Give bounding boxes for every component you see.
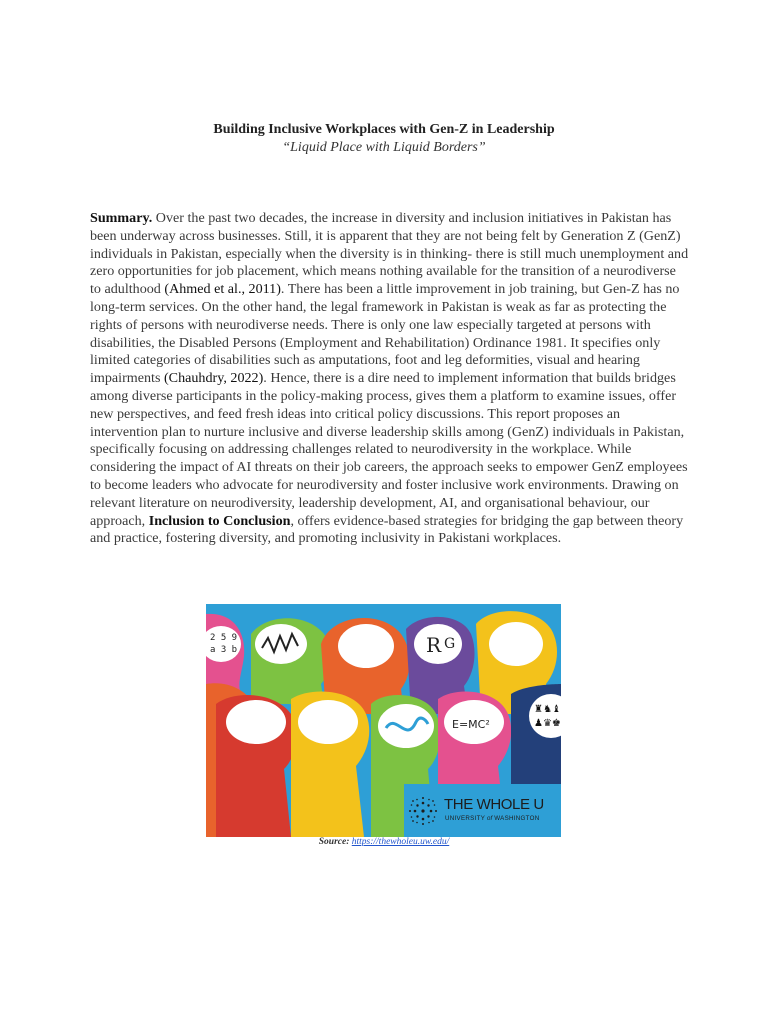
source-link[interactable]: https://thewholeu.uw.edu/	[351, 837, 450, 847]
citation-chauhdry: (Chauhdry, 2022)	[163, 370, 264, 387]
figure-caption	[0, 837, 768, 847]
brand-sub-washington: WASHINGTON	[492, 815, 540, 822]
brand-name: THE WHOLE U	[444, 796, 544, 813]
document-title: Building Inclusive Workplaces with Gen-Z in Leadership	[213, 122, 555, 137]
brand-subtitle	[445, 815, 540, 822]
brand-mark-icon	[408, 796, 438, 826]
brain-text-letter-g: G	[444, 636, 456, 652]
brand-sub-of: of	[487, 815, 493, 822]
brain-chart	[255, 624, 307, 664]
citation-ahmed: (Ahmed et al., 2011)	[164, 281, 281, 298]
brain-text-formula: E=MC²	[452, 718, 490, 731]
approach-name: Inclusion to Conclusion	[148, 512, 291, 529]
brain-text-letter-r: R	[426, 633, 442, 657]
brain-grid	[489, 622, 543, 666]
brain-text-chess-b: ♟♛♚	[534, 718, 561, 729]
summary-text-3: . Hence, there is a dire need to implement information that builds bridges among diverse participants in the policy-making process, gives them a platform to examine issues, offer new perspectives, and feed fresh ideas into critical policy discussions. This report proposes an intervention plan to nurture inclusive and diverse leadership skills among (GenZ) individuals in Pakistan, specifically focusing on addressing challenges related to neurodiversity in the workplace. While considering the impact of AI threats on their job careers, the approach seeks to empower GenZ employees to become leaders who advocate for neurodiversity and foster inclusive work environments. Drawing on relevant literature on neurodiversity, leadership development, AI, and organisational behaviour, our approach,	[90, 370, 688, 529]
brain-text-numbers-b: a 3 b	[210, 645, 238, 655]
summary-text-1: Over the past two decades, the increase in diversity and inclusion initiatives in Pakistan has been underway across businesses. Still, it is apparent that they are not being felt by Generation Z (GenZ) individuals in Pakistan, especially when the diversity is in thinking- there is still much unemployment and zero opportunities for job placement, which means nothing available for the transition of a neurodiverse to adulthood	[90, 210, 689, 298]
summary-paragraph	[90, 210, 690, 548]
brain-text-chess-a: ♜♞♝	[534, 704, 561, 715]
caption-label: Source:	[318, 837, 350, 847]
summary-text-4: , offers evidence-based strategies for bridging the gap between theory and practice, fostering diversity, and promoting inclusivity in Pakistani workplaces.	[90, 512, 684, 547]
brain-text-numbers-a: 2 5 9	[210, 633, 238, 643]
neurodiversity-illustration	[206, 604, 561, 837]
brand-logo	[408, 794, 558, 828]
brand-sub-university: UNIVERSITY	[445, 815, 488, 822]
summary-text-2: . There has been a little improvement in job training, but Gen-Z has no long-term services. On the other hand, the legal framework in Pakistan is weak as far as protecting the rights of persons with neurodiverse needs. There is only one law especially targeted at persons with disabilities, the Disabled Persons (Employment and Rehabilitation) Ordinance 1981. It specifies only limited categories of disabilities such as amputations, foot and leg deformities, visual and hearing impairments	[90, 281, 680, 387]
summary-lead: Summary.	[90, 210, 153, 226]
brain-symbols	[226, 700, 286, 744]
document-subtitle: “Liquid Place with Liquid Borders”	[282, 140, 486, 155]
brain-binary	[298, 700, 358, 744]
brain-puzzle	[338, 624, 394, 668]
